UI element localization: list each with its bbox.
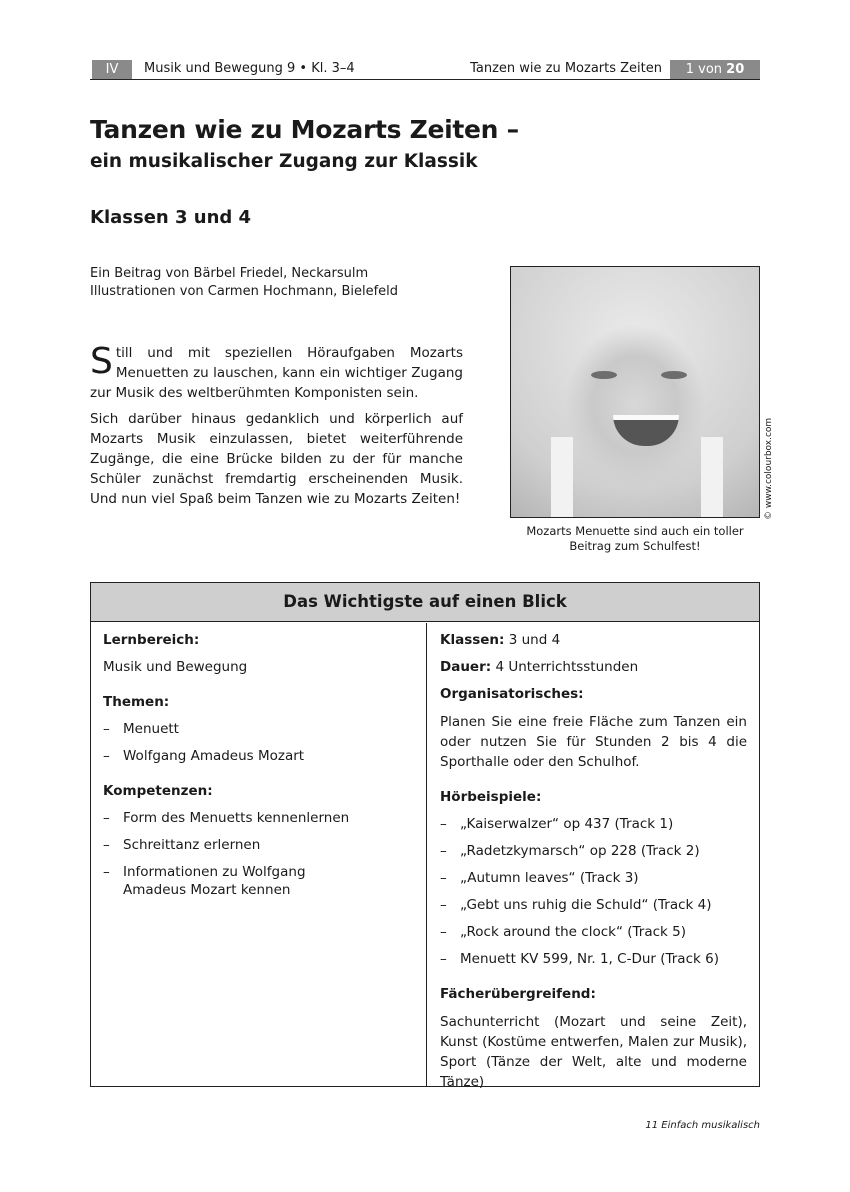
faecher-label: Fächerübergreifend: [440,986,596,1002]
list-item: – „Autumn leaves“ (Track 3) [440,870,639,886]
author-line: Ein Beitrag von Bärbel Friedel, Neckarsulm [90,266,369,281]
overview-right-column [428,623,759,1090]
photo-girl [510,266,760,518]
grade-heading: Klassen 3 und 4 [90,207,252,228]
page-header [90,59,760,80]
illustrator-line: Illustrationen von Carmen Hochmann, Bielefeld [90,284,399,299]
page-current: 1 [685,62,694,77]
faecher-text: Sachunterricht (Mozart und seine Zeit), Kunst (Kostüme entwerfen, Malen zur Musik), Sport (Tänze der Welt, alte und moderne Tänze) [440,1014,747,1090]
photo-eye-right [661,371,687,379]
photo-caption: Mozarts Menuette sind auch ein toller Beitrag zum Schulfest! [526,524,744,553]
kompetenzen-label: Kompetenzen: [103,783,213,799]
list-item: – Form des Menuetts kennenlernen [103,810,350,826]
photo-strap-left [551,437,573,518]
dauer-row: Dauer: 4 Unterrichtsstunden [440,659,639,675]
list-item: – „Kaiserwalzer“ op 437 (Track 1) [440,816,674,832]
list-item: – Menuett KV 599, Nr. 1, C-Dur (Track 6) [440,951,719,967]
running-title: Tanzen wie zu Mozarts Zeiten [470,61,662,76]
intro-paragraph-2: Sich darüber hinaus gedanklich und körperlich auf Mozarts Musik einzulassen, bietet weiterführende Zugänge, die eine Brücke bilden zu der für manche Schüler zunächst fremdartig erscheinenden Musik. Und nun viel Spaß beim Tanzen wie zu Mozarts Zeiten! [90,411,463,507]
photo-smile [613,415,679,446]
page-total: 20 [726,62,745,77]
dropcap: S [90,341,113,382]
intro-p1-text: till und mit speziellen Höraufgaben Mozarts Menuetten zu lauschen, kann ein wichtiger Zugang zur Musik des weltberühmten Komponisten sein. [90,345,463,401]
credits [90,265,398,301]
page-sep: von [698,62,723,77]
overview-box [90,582,760,1090]
photo-eye-left [591,371,617,379]
themen-label: Themen: [103,694,170,710]
list-item: – Informationen zu Wolfgang Amadeus Mozart kennen [103,864,306,898]
org-label: Organisatorisches: [440,686,584,702]
list-item: – „Rock around the clock“ (Track 5) [440,924,686,940]
page-indicator [670,60,760,79]
list-item: – Wolfgang Amadeus Mozart [103,748,305,764]
list-item: – „Radetzkymarsch“ op 228 (Track 2) [440,843,700,859]
org-text: Planen Sie eine freie Fläche zum Tanzen ein oder nutzen Sie für Stunden 2 bis 4 die Sporthalle oder den Schulhof. [440,714,747,770]
intro-paragraph-1 [90,343,463,403]
lernbereich-value: Musik und Bewegung [103,659,248,675]
overview-heading: Das Wichtigste auf einen Blick [91,583,759,622]
unit-badge: IV [92,60,132,79]
hoerbeispiele-label: Hörbeispiele: [440,789,542,805]
page-subtitle: ein musikalischer Zugang zur Klassik [90,151,478,172]
list-item: – Menuett [103,721,179,737]
photo-strap-right [701,437,723,518]
klassen-row: Klassen: 3 und 4 [440,632,561,648]
photo-copyright: © www.colourbox.com [764,417,774,520]
intro-text [90,343,463,515]
footer-source: 11 Einfach musikalisch [645,1120,760,1131]
lernbereich-label: Lernbereich: [103,632,200,648]
list-item: – Schreittanz erlernen [103,837,261,853]
list-item: – „Gebt uns ruhig die Schuld“ (Track 4) [440,897,712,913]
page-title: Tanzen wie zu Mozarts Zeiten – [90,115,519,144]
series-label: Musik und Bewegung 9 • Kl. 3–4 [144,61,355,76]
overview-left-column [91,623,427,1086]
